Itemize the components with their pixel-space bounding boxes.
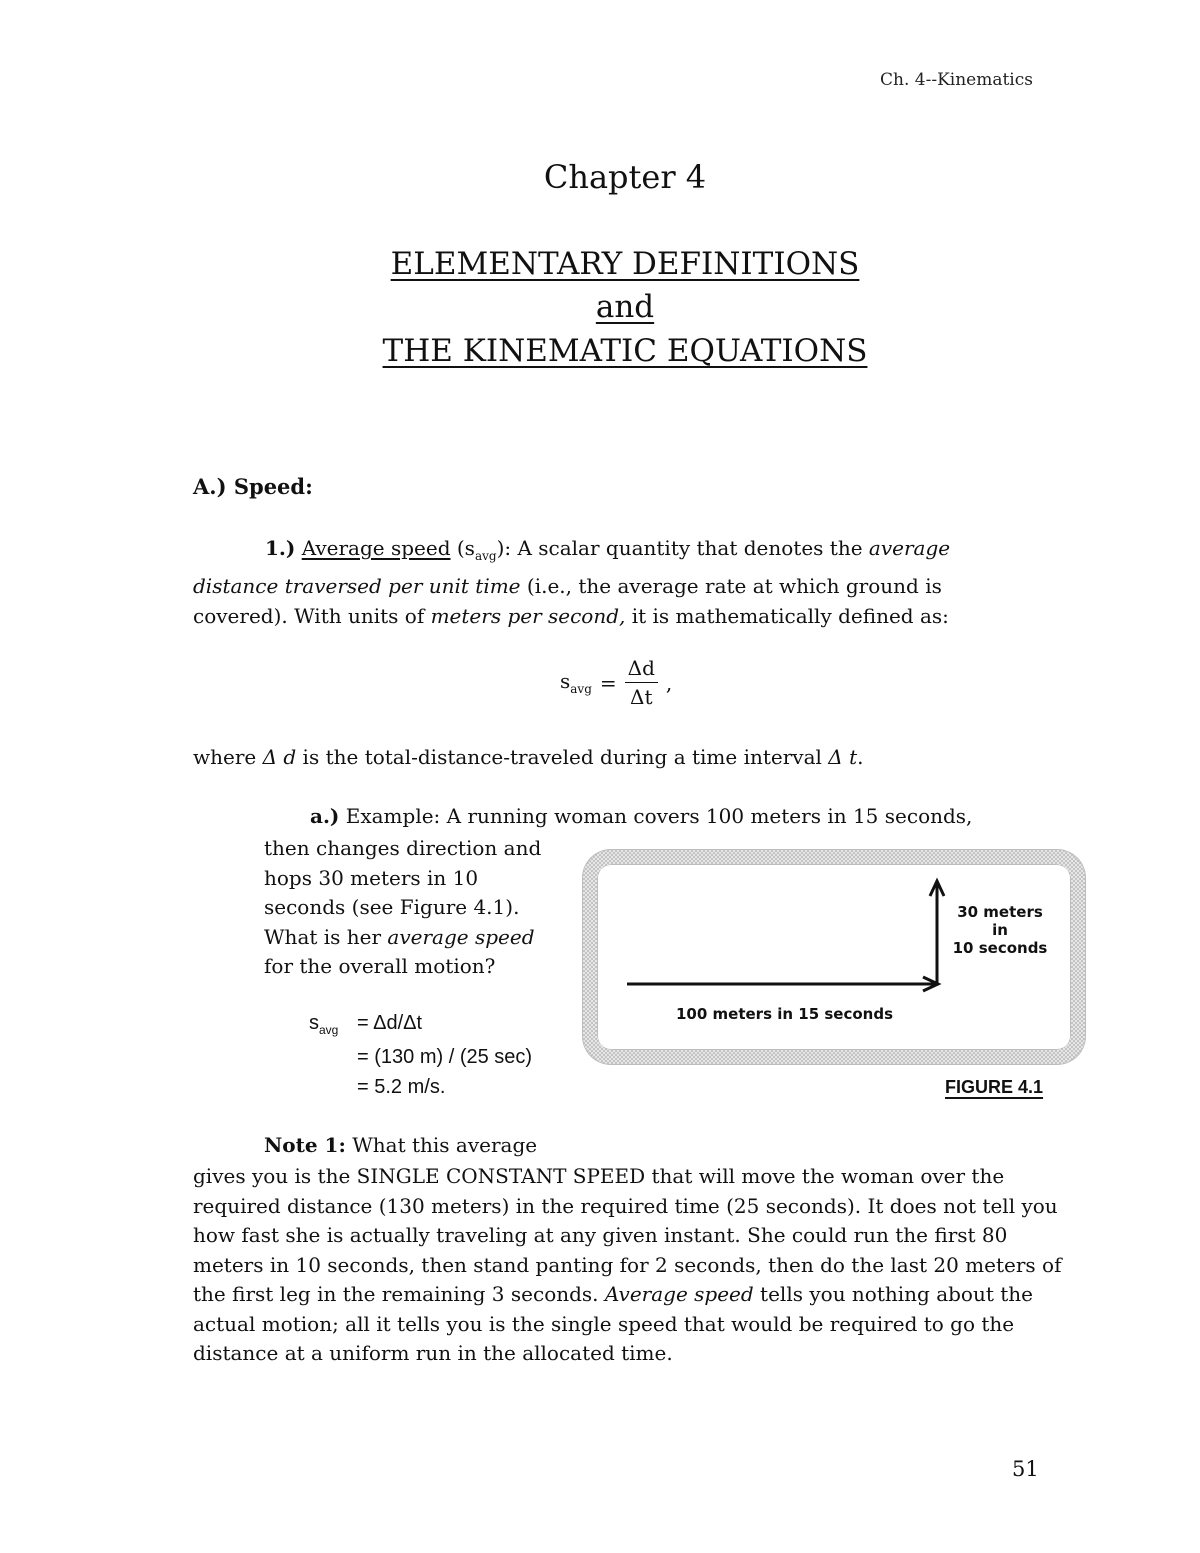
where-text-2: is the total-distance-traveled during a time interval <box>296 745 829 769</box>
title-text-3: THE KINEMATIC EQUATIONS <box>382 333 868 369</box>
title-line-2 <box>0 289 1200 325</box>
equation-denominator: Δt <box>630 685 653 709</box>
note-lead: What this average <box>345 1133 538 1157</box>
definition-number: 1.) <box>265 536 296 560</box>
note-body-2: tells you nothing about the actual motion; all it tells you is the single speed that would be required to go the distance at a uniform run in the allocated time. <box>193 1282 1033 1365</box>
example-label: a.) <box>310 804 340 828</box>
equation-equals: = <box>599 670 617 695</box>
calc-lhs-symbol: s <box>309 1012 319 1034</box>
example-lead-text: Example: A running woman covers 100 meters in 15 seconds, <box>339 804 973 828</box>
calc-lhs-sub: avg <box>319 1023 339 1037</box>
title-text-2: and <box>595 289 655 325</box>
definition-text-1: A scalar quantity that denotes the <box>511 536 869 560</box>
calc-line-1: = Δd/Δt <box>357 1012 423 1034</box>
calc-line-2: = (130 m) / (25 sec) <box>357 1046 533 1068</box>
example-cont-1: then changes direction and hops 30 meters in 10 seconds (see Figure 4.1). What is her <box>264 836 542 949</box>
note-body-1: gives you is the SINGLE CONSTANT SPEED that will move the woman over the required distance (130 meters) in the required time (25 seconds). It does not tell you how fast she is actually traveling at any given instant. She could run the first 80 meters in 10 seconds, then stand panting for 2 seconds, then do the last 20 meters of the first leg in the remaining 3 seconds. <box>193 1164 1062 1306</box>
where-emphasis-2: Δ t <box>828 745 858 769</box>
definition-text-2: (i.e., the average rate at which ground is covered). With units of <box>193 574 942 628</box>
definition-emphasis-2: meters per second, <box>430 604 626 628</box>
note-heading <box>264 1133 537 1157</box>
title-line-1 <box>0 246 1200 282</box>
where-text-1: where <box>193 745 263 769</box>
note-label: Note 1: <box>264 1133 346 1157</box>
equation-fraction <box>625 656 658 709</box>
example-question <box>264 834 564 982</box>
note-emphasis: Average speed <box>604 1282 754 1306</box>
figure-vertical-label <box>950 903 1050 957</box>
figure-diagram <box>583 850 1085 1064</box>
calc-lhs <box>309 1012 338 1037</box>
example-lead <box>310 804 972 828</box>
equation-numerator: Δd <box>625 656 658 683</box>
section-heading: A.) Speed: <box>193 474 313 499</box>
where-line <box>193 745 863 769</box>
vertical-label-line-1: 30 meters <box>957 903 1043 921</box>
note-body <box>193 1162 1073 1369</box>
page-number: 51 <box>1012 1457 1039 1481</box>
figure-horizontal-label: 100 meters in 15 seconds <box>676 1005 894 1023</box>
definition-term: Average speed <box>301 536 451 560</box>
vertical-label-line-2: in <box>992 921 1008 939</box>
chapter-label: Chapter 4 <box>543 158 707 196</box>
definition-paragraph <box>193 533 1023 631</box>
calc-line-3: = 5.2 m/s. <box>357 1076 446 1098</box>
equation-lhs <box>560 669 592 696</box>
running-header: Ch. 4--Kinematics <box>880 70 1033 90</box>
speed-equation <box>560 656 672 709</box>
equation-lhs-symbol: s <box>560 669 571 693</box>
title-line-3 <box>0 333 1200 369</box>
symbol-open: (s <box>450 536 475 560</box>
where-text-3: . <box>857 745 864 769</box>
equation-lhs-sub: avg <box>570 682 592 696</box>
figure-frame-texture <box>583 850 1085 1064</box>
equation-trail: , <box>665 670 673 695</box>
symbol-close: ): <box>496 536 512 560</box>
title-text-1: ELEMENTARY DEFINITIONS <box>390 246 860 282</box>
where-emphasis-1: Δ d <box>262 745 297 769</box>
example-cont-2: for the overall motion? <box>264 954 496 978</box>
definition-emphasis-1: average distance traversed per unit time <box>193 536 951 598</box>
example-emphasis: average speed <box>387 924 535 949</box>
vertical-label-line-3: 10 seconds <box>952 939 1048 957</box>
symbol-sub: avg <box>474 549 497 563</box>
figure-caption: FIGURE 4.1 <box>945 1077 1044 1097</box>
definition-text-3: it is mathematically defined as: <box>625 604 949 628</box>
